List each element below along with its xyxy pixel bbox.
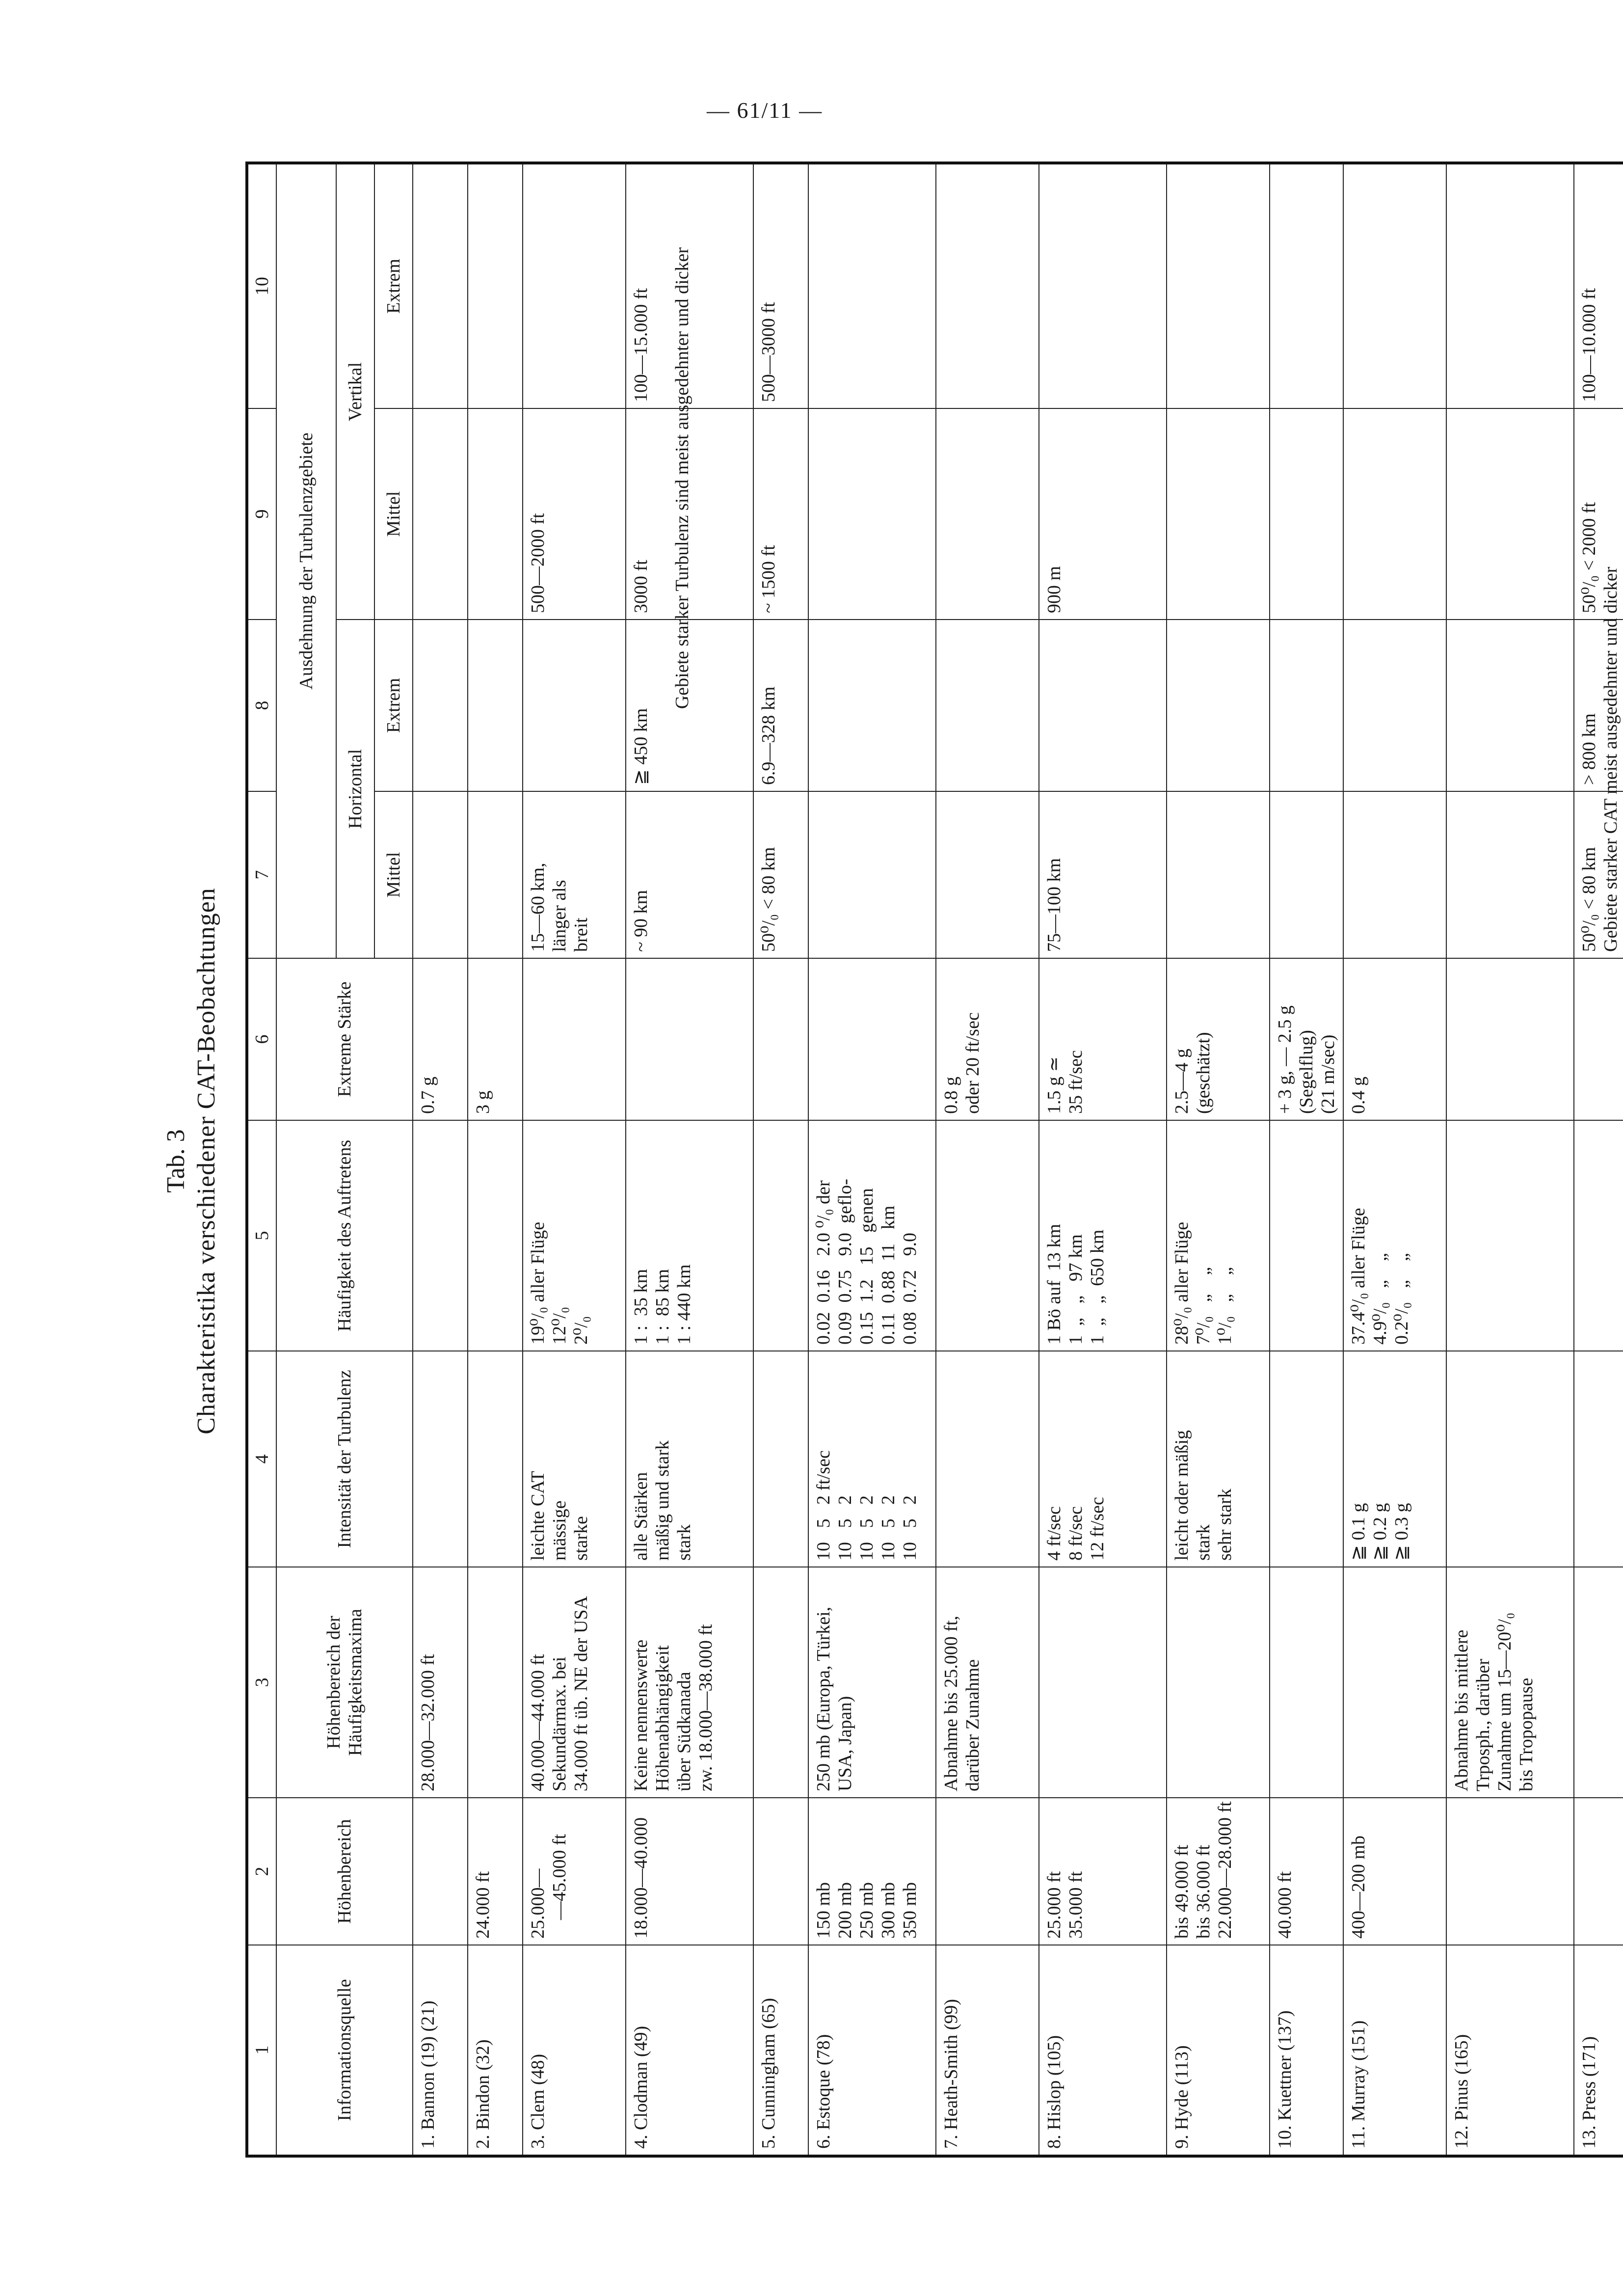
table-cell-c2 [413,1798,468,1945]
column-number: 9 [247,408,276,620]
cell-line: 25.000— [528,1868,548,1939]
cell-line: 8 ft/sec [1065,1506,1086,1561]
cell-line: bis 36.000 ft [1193,1844,1214,1939]
table-cell-c4 [936,1351,1039,1567]
source-cell: 6. Estoque (78) [808,1945,936,2156]
cell-line: 7⁰/₀ „ „ [1193,1267,1214,1345]
cell-line: 900 m [1044,566,1064,613]
cell-line: mäßig und stark [652,1440,673,1561]
cell-line: 50⁰/₀ < 2000 ft [1579,502,1599,613]
cell-line: 25.000 ft [1044,1871,1064,1939]
cell-line: Keine nennenswerte [631,1639,651,1791]
table-cell-c8 [523,620,626,791]
table-cell-c2 [808,1798,936,1945]
table-cell-c5 [1270,1120,1343,1351]
cell-line: 1 : 440 km [674,1264,694,1345]
column-number: 6 [247,958,276,1120]
table-cell-c5 [523,1120,626,1351]
column-number: 10 [247,163,276,408]
table-cell-c10 [1574,163,1623,408]
table-cell-c5 [626,1120,753,1351]
column-number: 7 [247,791,276,958]
table-cell-c3 [936,1567,1039,1798]
cell-line: 12 ft/sec [1087,1497,1108,1561]
table-cell-c6 [808,958,936,1120]
table-cell-c7 [1446,791,1574,958]
cell-line: 75—100 km [1044,858,1064,952]
table-cell-c4 [1446,1351,1574,1567]
table-cell-c6 [468,958,523,1120]
column-number: 8 [247,620,276,791]
cell-line: ≧ 0.2 g [1370,1503,1390,1561]
cell-line: + 3 g, — 2.5 g [1275,1005,1295,1114]
table-cell-c10 [413,163,468,408]
cell-line: 2⁰/₀ [571,1316,591,1345]
table-cell-c4 [1343,1351,1446,1567]
source-cell: 2. Bindon (32) [468,1945,523,2156]
table-cell-c10 [1446,163,1574,408]
cell-line: 19⁰/₀ aller Flüge [528,1221,548,1345]
cell-line: 150 mb [813,1882,834,1939]
cell-line: 1.5 g ≃ [1044,1056,1064,1114]
table-cell-c3 [753,1567,808,1798]
cell-line: 12⁰/₀ [549,1306,570,1345]
cell-line: 1 : 35 km [631,1269,651,1345]
table-cell-c7 [1343,791,1446,958]
cell-line: 6.9—328 km [758,686,779,785]
cell-line: 2.5—4 g [1171,1049,1192,1114]
press-note: Gebiete starker CAT meist ausgedehnter und dicker [1600,567,1621,952]
cell-line: 1⁰/₀ „ „ [1215,1267,1235,1345]
cell-line: 35 ft/sec [1065,1050,1086,1114]
column-number: 5 [247,1120,276,1351]
header-horizontal-extreme: Extrem [374,620,413,791]
column-number: 1 [247,1945,276,2156]
table-cell-c10 [468,163,523,408]
table-cell-c10 [1167,163,1270,408]
cell-line: (geschätzt) [1193,1032,1214,1114]
table-cell-c3 [468,1567,523,1798]
table-caption [147,164,245,2158]
table-cell-c3 [1574,1567,1623,1798]
table-row [808,163,936,2156]
table-cell-c5 [413,1120,468,1351]
table-cell-c4 [1574,1351,1623,1567]
table-cell-c9 [936,408,1039,620]
cell-line: 3 g [473,1090,493,1114]
cell-line: 40.000 ft [1275,1871,1295,1939]
table-cell-c2 [523,1798,626,1945]
header-max-frequency-altitude: Höhenbereich der Häufigkeitsmaxima [276,1567,413,1798]
header-extent: Ausdehnung der Turbulenzgebiete [276,163,336,958]
table-cell-c6 [1167,958,1270,1120]
table-cell-c3 [1167,1567,1270,1798]
table-cell-c8 [468,620,523,791]
table-cell-c7 [1167,791,1270,958]
table-row [1039,163,1167,2156]
table-cell-c6 [753,958,808,1120]
table-row [1270,163,1343,2156]
header-vertical: Vertikal [336,163,374,620]
source-cell: 13. Press (171) [1574,1945,1623,2156]
cell-line: starke [571,1516,591,1561]
cell-line: 34.000 ft üb. NE der USA [571,1596,591,1791]
table-cell-c5 [1167,1120,1270,1351]
cell-line: 0.11 0.88 11 km [878,1205,899,1345]
table-cell-c5 [1574,1120,1623,1351]
table-cell-c3 [808,1567,936,1798]
cell-line: 3000 ft [631,560,651,613]
cell-line: 100—10.000 ft [1579,288,1599,402]
table-cell-c3 [523,1567,626,1798]
cell-line: 22.000—28.000 ft [1215,1801,1235,1939]
table-cell-c6 [1446,958,1574,1120]
table-row [1446,163,1574,2156]
table-cell-c7 [808,791,936,958]
cell-line: alle Stärken [631,1472,651,1561]
table-cell-c3 [1270,1567,1343,1798]
table-cell-c2 [753,1798,808,1945]
table-cell-c9 [523,408,626,620]
cell-line: leichte CAT [528,1471,548,1561]
table-cell-c8 [1167,620,1270,791]
cell-line: 18.000—40.000 [631,1817,651,1939]
cell-line: breit [571,918,591,952]
cell-line: 0.08 0.72 9.0 [900,1233,920,1345]
source-cell: 1. Bannon (19) (21) [413,1945,468,2156]
cell-line: 1 Bö auf 13 km [1044,1224,1064,1345]
cell-line: 4.9⁰/₀ „ „ [1370,1253,1390,1345]
table-row [753,163,808,2156]
header-vertical-mean: Mittel [374,408,413,620]
rotated-table-block [147,164,1621,2158]
table-cell-c2 [936,1798,1039,1945]
table-cell-c2 [1343,1798,1446,1945]
table-cell-c9 [1167,408,1270,620]
table-cell-c4 [626,1351,753,1567]
cell-line: 4 ft/sec [1044,1506,1064,1561]
header-frequency: Häufigkeit des Auftretens [276,1120,413,1351]
cell-line: 400—200 mb [1348,1835,1369,1939]
table-row [468,163,523,2156]
cell-line: Sekundärmax. bei [549,1656,570,1791]
table-cell-c5 [1039,1120,1167,1351]
cell-line: 1 „ „ 97 km [1065,1234,1086,1345]
cell-line: —45.000 ft [549,1834,570,1939]
cat-observations-table [245,162,1623,2158]
source-cell: 8. Hislop (105) [1039,1945,1167,2156]
cell-line: 10 5 2 [900,1495,920,1561]
cell-line: Trposph., darüber [1473,1659,1493,1791]
cell-line: 1 : 85 km [652,1269,673,1345]
column-number: 2 [247,1798,276,1945]
cell-line: Abnahme bis 25.000 ft, [941,1616,961,1791]
table-cell-c7 [413,791,468,958]
cell-line: 50⁰/₀ < 80 km [1579,847,1599,952]
cell-line: mässige [549,1500,570,1561]
table-row [523,163,626,2156]
cell-line: Höhenabhängigkeit [652,1645,673,1791]
table-cell-c6 [413,958,468,1120]
table-cell-c5 [808,1120,936,1351]
cell-line: 100—15.000 ft [631,288,651,402]
table-cell-c4 [1270,1351,1343,1567]
table-body [413,163,1623,2156]
table-cell-c6 [626,958,753,1120]
table-cell-c9 [413,408,468,620]
cell-line: 28⁰/₀ aller Flüge [1171,1221,1192,1345]
cell-line: Abnahme bis mittlere [1451,1629,1472,1791]
table-cell-c5 [936,1120,1039,1351]
table-cell-c6 [1039,958,1167,1120]
table-row [936,163,1039,2156]
source-cell: 10. Kuettner (137) [1270,1945,1343,2156]
table-cell-c4 [808,1351,936,1567]
cell-line: 28.000—32.000 ft [418,1654,438,1791]
table-cell-c5 [468,1120,523,1351]
cell-line: 10 5 2 [856,1495,877,1561]
cell-line: 1 „ „ 650 km [1087,1229,1108,1345]
cell-line: 50⁰/₀ < 80 km [758,847,779,952]
cell-line: ~ 1500 ft [758,545,779,613]
table-cell-c3 [1039,1567,1167,1798]
cell-line: > 800 km [1579,713,1599,785]
table-row [1574,163,1623,2156]
source-cell: 4. Clodman (49) [626,1945,753,2156]
caption-table-number: Tab. 3 [162,1129,190,1193]
table-cell-c8 [936,620,1039,791]
table-cell-c8 [413,620,468,791]
cell-line: 200 mb [835,1882,855,1939]
table-cell-c7 [468,791,523,958]
table-cell-c7 [626,791,753,958]
table-cell-c5 [753,1120,808,1351]
table-cell-c3 [1446,1567,1574,1798]
cell-line: 250 mb [856,1882,877,1939]
clodman-note: Gebiete starker Turbulenz sind meist ausgedehnter und dicker [672,247,692,709]
cell-line: sehr stark [1215,1488,1235,1561]
table-cell-c6 [1343,958,1446,1120]
cell-line: 24.000 ft [473,1871,493,1939]
table-cell-c9 [1446,408,1574,620]
table-cell-c2 [1039,1798,1167,1945]
column-number: 4 [247,1351,276,1567]
header-horizontal-mean: Mittel [374,791,413,958]
cell-line: 0.4 g [1348,1077,1369,1114]
cell-line: (Segelflug) [1296,1030,1317,1114]
table-cell-c10 [523,163,626,408]
cell-line: 500—3000 ft [758,302,779,402]
cell-line: 350 mb [900,1882,920,1939]
table-cell-c9 [468,408,523,620]
table-cell-c2 [626,1798,753,1945]
cell-line: 0.15 1.2 15 genen [856,1188,877,1345]
table-cell-c7 [1039,791,1167,958]
table-cell-c6 [936,958,1039,1120]
table-cell-c4 [1167,1351,1270,1567]
table-cell-c7 [753,791,808,958]
cell-line: länger als [549,880,570,952]
table-cell-c2 [1167,1798,1270,1945]
table-cell-c10 [808,163,936,408]
table-cell-c2 [468,1798,523,1945]
cell-line: leicht oder mäßig [1171,1430,1192,1561]
table-cell-c8 [1343,620,1446,791]
cell-line: oder 20 ft/sec [962,1012,983,1114]
cell-line: 0.8 g [941,1077,961,1114]
cell-line: 500—2000 ft [528,513,548,613]
cell-line: über Südkanada [674,1672,694,1791]
table-cell-c8 [808,620,936,791]
cell-line: 0.02 0.16 2.0 ⁰/₀ der [813,1180,834,1345]
table-cell-c3 [413,1567,468,1798]
table-cell-c3 [626,1567,753,1798]
table-cell-c4 [753,1351,808,1567]
source-cell: 3. Clem (48) [523,1945,626,2156]
table-cell-c8 [1446,620,1574,791]
table-cell-c2 [1270,1798,1343,1945]
table-cell-c4 [1039,1351,1167,1567]
table-row [626,163,753,2156]
table-cell-c9 [753,408,808,620]
cell-line: darüber Zunahme [962,1659,983,1791]
table-cell-c9 [808,408,936,620]
cell-line: ≧ 450 km [631,708,651,785]
table-cell-c9 [1343,408,1446,620]
table-cell-c7 [936,791,1039,958]
source-cell: 12. Pinus (165) [1446,1945,1574,2156]
header-row [276,163,336,2156]
table-cell-c4 [413,1351,468,1567]
header-altitude-range: Höhenbereich [276,1798,413,1945]
table-cell-c10 [1039,163,1167,408]
table-cell-c9 [1270,408,1343,620]
cell-line: 0.2⁰/₀ „ „ [1391,1253,1412,1345]
cell-line: stark [674,1524,694,1561]
source-cell: 7. Heath-Smith (99) [936,1945,1039,2156]
cell-line: USA, Japan) [835,1696,855,1791]
cell-line: bis 49.000 ft [1171,1844,1192,1939]
cell-line: zw. 18.000—38.000 ft [695,1624,716,1791]
source-cell: 9. Hyde (113) [1167,1945,1270,2156]
table-cell-c4 [468,1351,523,1567]
source-cell: 11. Murray (151) [1343,1945,1446,2156]
cell-line: ≧ 0.1 g [1348,1503,1369,1561]
table-cell-c8 [753,620,808,791]
caption-title: Charakteristika verschiedener CAT-Beobachtungen [192,888,220,1434]
page-number: — 61/11 — [707,98,823,123]
cell-line: (21 m/sec) [1318,1034,1338,1114]
cell-line: 10 5 2 [835,1495,855,1561]
header-intensity: Intensität der Turbulenz [276,1351,413,1567]
header-source: Informationsquelle [276,1945,413,2156]
table-row [1343,163,1446,2156]
cell-line: 40.000—44.000 ft [528,1654,548,1791]
table-cell-c8 [1039,620,1167,791]
table-row [413,163,468,2156]
table-cell-c3 [1343,1567,1446,1798]
column-number: 3 [247,1567,276,1798]
table-cell-c4 [523,1351,626,1567]
table-cell-c5 [1343,1120,1446,1351]
cell-line: stark [1193,1524,1214,1561]
cell-line: 35.000 ft [1065,1871,1086,1939]
header-vertical-extreme: Extrem [374,163,413,408]
table-cell-c10 [1270,163,1343,408]
table-cell-c7 [523,791,626,958]
cell-line: bis Tropopause [1516,1677,1537,1791]
cell-line: 0.7 g [418,1077,438,1114]
header-extreme-strength: Extreme Stärke [276,958,413,1120]
table-cell-c5 [1446,1120,1574,1351]
cell-line: 0.09 0.75 9.0 geflo- [835,1179,855,1345]
table-cell-c6 [1574,958,1623,1120]
cell-line: ≧ 0.3 g [1391,1503,1412,1561]
cell-line: 10 5 2 [878,1495,899,1561]
source-cell: 5. Cunningham (65) [753,1945,808,2156]
table-row [1167,163,1270,2156]
cell-line: 250 mb (Europa, Türkei, [813,1606,834,1791]
table-cell-c9 [1039,408,1167,620]
table-cell-c6 [1270,958,1343,1120]
table-cell-c10 [753,163,808,408]
cell-line: 37.4⁰/₀ aller Flüge [1348,1208,1369,1345]
cell-line: Zunahme um 15—20⁰/₀ [1494,1612,1515,1791]
table-cell-c10 [936,163,1039,408]
table-cell-c8 [1270,620,1343,791]
cell-line: ~ 90 km [631,890,651,952]
header-horizontal: Horizontal [336,620,374,958]
table-cell-c7 [1270,791,1343,958]
table-cell-c2 [1446,1798,1574,1945]
column-number-row [247,163,276,2156]
cell-line: 300 mb [878,1882,899,1939]
cell-line: 10 5 2 ft/sec [813,1450,834,1561]
cell-line: 15—60 km, [528,863,548,952]
table-cell-c6 [523,958,626,1120]
table-cell-c2 [1574,1798,1623,1945]
table-cell-c10 [1343,163,1446,408]
